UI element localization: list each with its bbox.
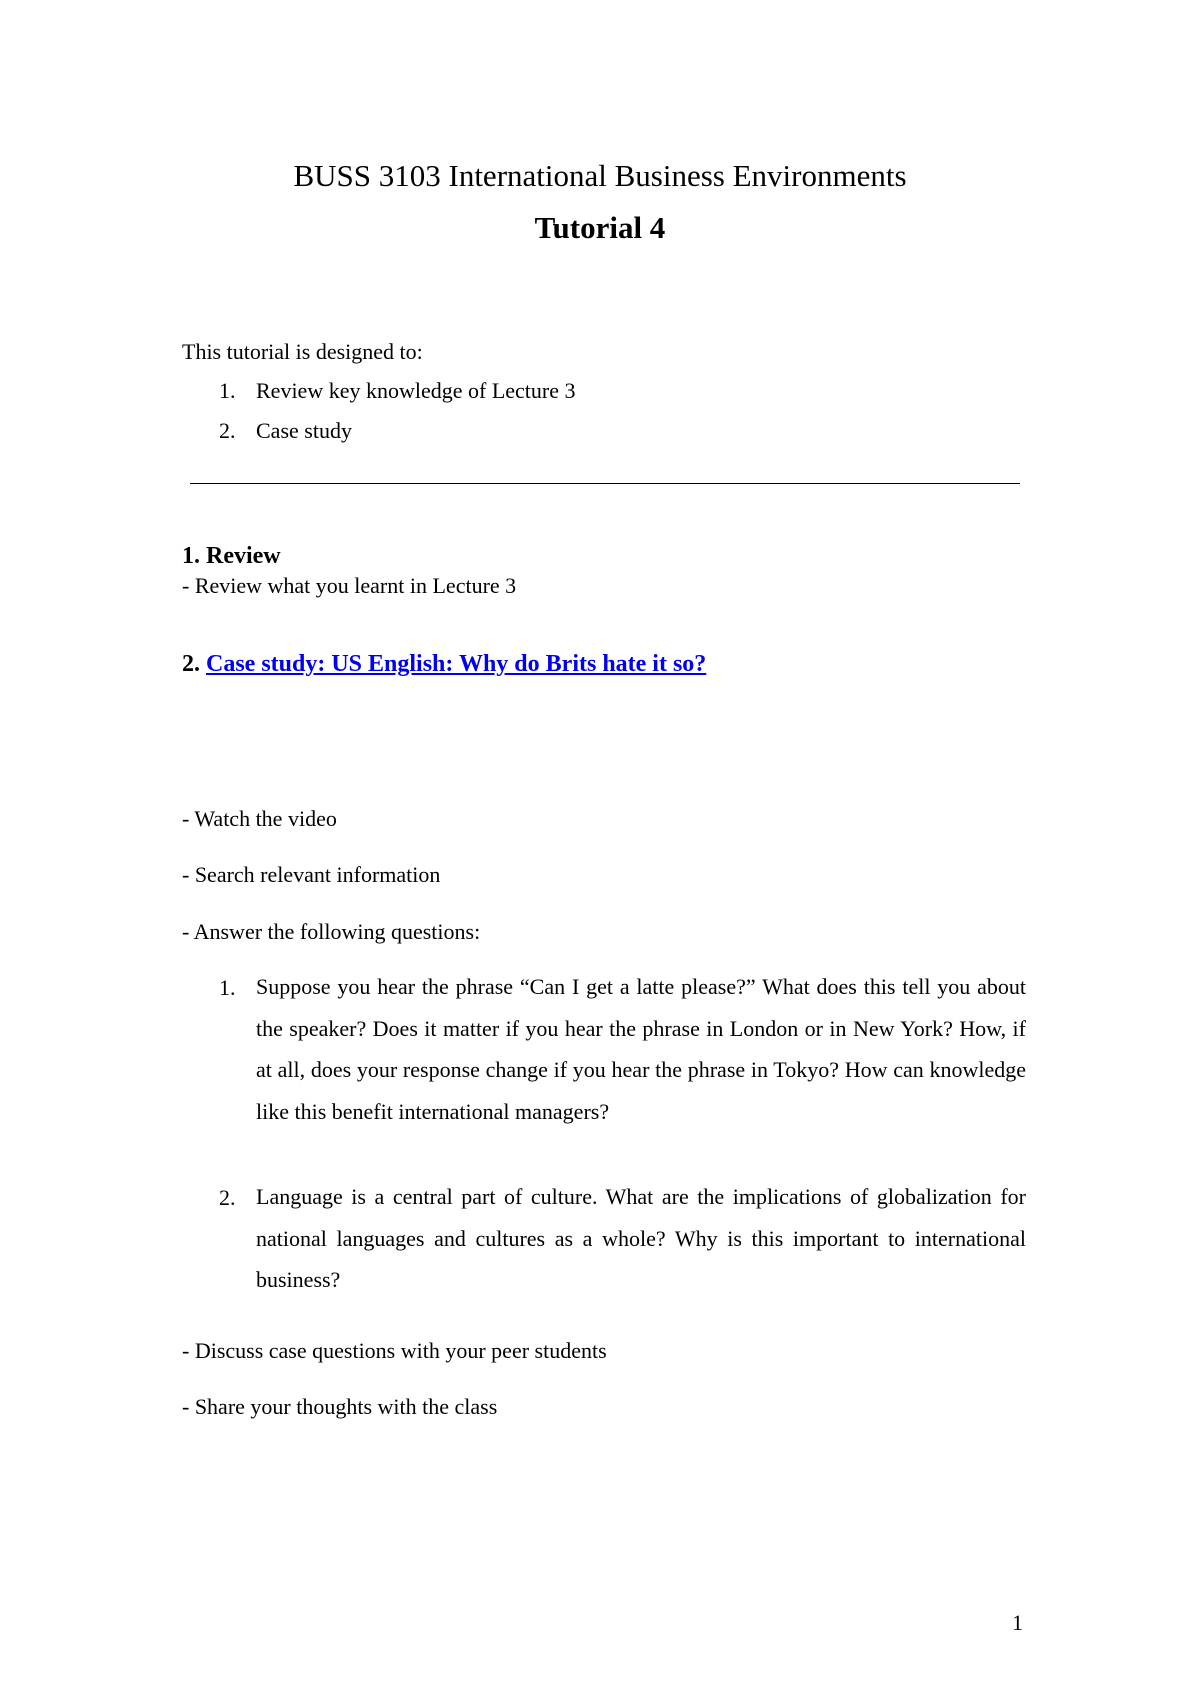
review-text: - Review what you learnt in Lecture 3: [182, 573, 517, 598]
question-text: Language is a central part of culture. What are the implications of globalization for national languages and cultures as a whole? Why is this important to international business?: [256, 1184, 1026, 1292]
intro-item-number: 2.: [219, 418, 236, 443]
step-item: - Watch the video: [182, 806, 337, 831]
case-study-link[interactable]: Case study: US English: Why do Brits hate it so?: [206, 651, 707, 677]
closing-step: - Share your thoughts with the class: [182, 1394, 498, 1419]
section-divider: [190, 483, 1020, 484]
question-text: Suppose you hear the phrase “Can I get a latte please?” What does this tell you about the speaker? Does it matter if you hear the phrase in London or in New York? How, if at all, does your response change if you hear the phrase in Tokyo? How can knowledge like this benefit international managers?: [256, 974, 1026, 1124]
review-heading: 1. Review: [182, 543, 281, 569]
page-number: 1: [1012, 1610, 1023, 1635]
case-study-heading: [182, 651, 706, 678]
intro-item-text: Review key knowledge of Lecture 3: [256, 378, 576, 403]
question-number: 2.: [219, 1185, 236, 1210]
closing-step: - Discuss case questions with your peer students: [182, 1338, 607, 1363]
document-title: BUSS 3103 International Business Environments: [293, 158, 907, 193]
intro-item-number: 1.: [219, 378, 236, 403]
step-item: - Search relevant information: [182, 862, 441, 887]
case-study-heading-number: 2.: [182, 651, 206, 677]
step-item: - Answer the following questions:: [182, 919, 481, 944]
question-number: 1.: [219, 975, 236, 1000]
intro-item-text: Case study: [256, 418, 352, 443]
document-subtitle: Tutorial 4: [534, 210, 666, 245]
intro-lead: This tutorial is designed to:: [182, 339, 423, 364]
